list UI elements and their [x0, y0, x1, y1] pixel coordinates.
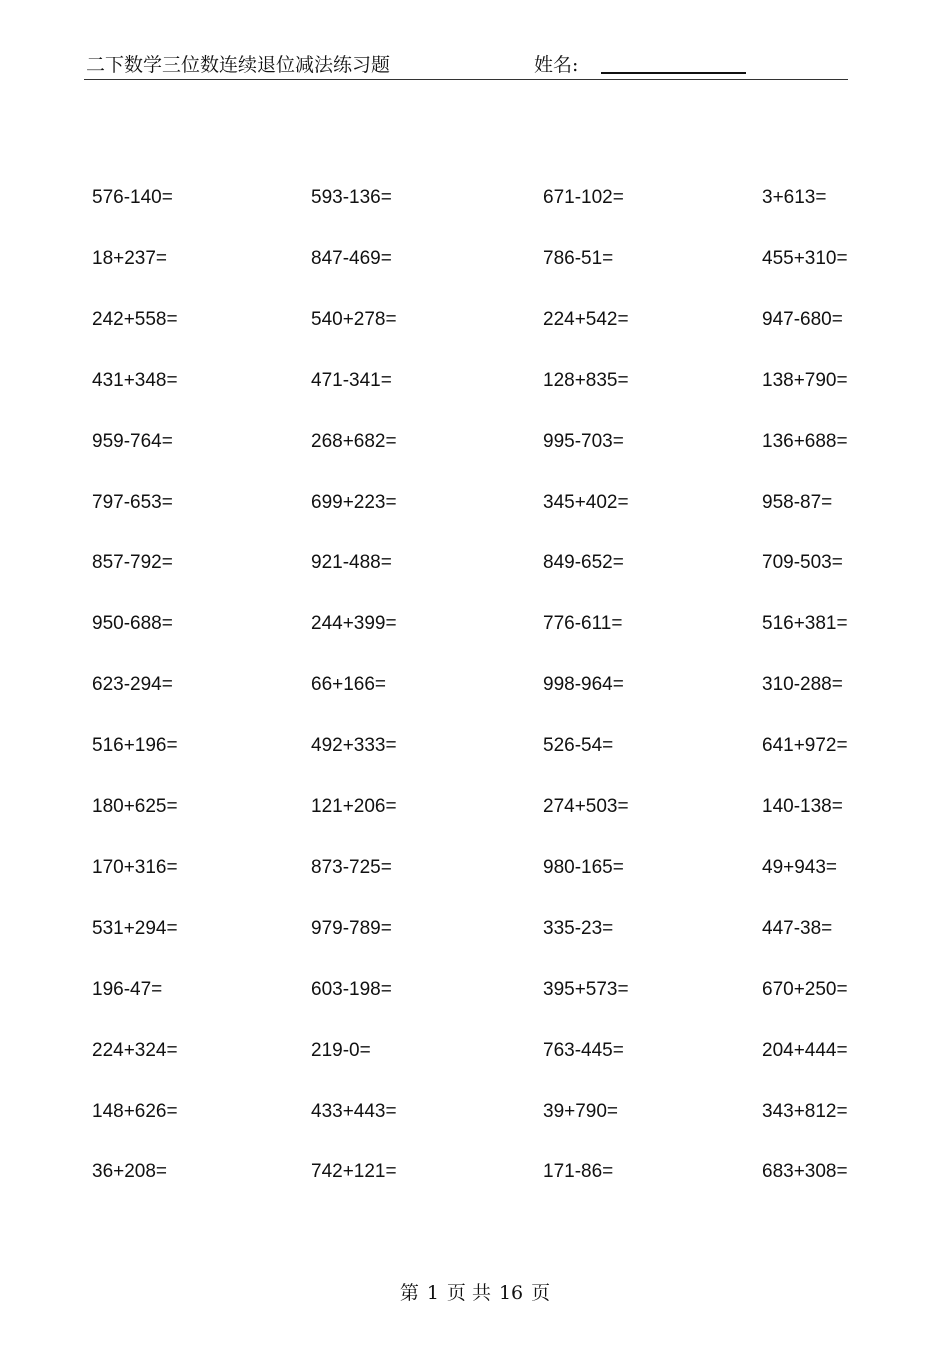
math-problem: 343+812= — [762, 1100, 848, 1122]
math-problem: 492+333= — [311, 735, 397, 757]
math-problem: 242+558= — [92, 308, 178, 330]
math-problem: 171-86= — [543, 1161, 614, 1183]
math-problem: 244+399= — [311, 613, 397, 635]
math-problem: 641+972= — [762, 735, 848, 757]
math-problem: 447-38= — [762, 917, 833, 939]
math-problem: 683+308= — [762, 1161, 848, 1183]
math-problem: 196-47= — [92, 978, 163, 1000]
math-problem: 950-688= — [92, 613, 173, 635]
math-problem: 603-198= — [311, 978, 392, 1000]
math-problem: 138+790= — [762, 369, 848, 391]
math-problem: 998-964= — [543, 674, 624, 696]
math-problem: 219-0= — [311, 1039, 371, 1061]
math-problem: 3+613= — [762, 187, 827, 208]
math-problem: 671-102= — [543, 187, 624, 208]
math-problem: 797-653= — [92, 491, 173, 513]
math-problem: 455+310= — [762, 247, 848, 269]
math-problem: 959-764= — [92, 430, 173, 452]
math-problem: 224+324= — [92, 1039, 178, 1061]
math-problem: 995-703= — [543, 430, 624, 452]
name-label: 姓名: — [534, 54, 579, 76]
math-problem: 979-789= — [311, 917, 392, 939]
math-problem: 39+790= — [543, 1100, 619, 1122]
footer-total-pages: 16 — [498, 1282, 524, 1304]
math-problem: 516+381= — [762, 613, 848, 635]
math-problem: 786-51= — [543, 247, 614, 269]
math-problem: 742+121= — [311, 1161, 397, 1183]
math-problem: 699+223= — [311, 491, 397, 513]
math-problem: 204+444= — [762, 1039, 848, 1061]
math-problem: 849-652= — [543, 552, 624, 574]
math-problem: 873-725= — [311, 856, 392, 878]
math-problem: 18+237= — [92, 247, 168, 269]
math-problem: 709-503= — [762, 552, 843, 574]
math-problem: 148+626= — [92, 1100, 178, 1122]
footer-mid: 页 共 — [446, 1282, 491, 1304]
math-problem: 431+348= — [92, 369, 178, 391]
math-problem: 593-136= — [311, 187, 392, 208]
math-problem: 36+208= — [92, 1161, 168, 1183]
math-problem: 310-288= — [762, 674, 843, 696]
math-problem: 335-23= — [543, 917, 614, 939]
math-problem: 66+166= — [311, 674, 387, 696]
math-problem: 763-445= — [543, 1039, 624, 1061]
math-problem: 623-294= — [92, 674, 173, 696]
math-problem: 170+316= — [92, 856, 178, 878]
math-problem: 670+250= — [762, 978, 848, 1000]
math-problem: 140-138= — [762, 796, 843, 817]
math-problem: 49+943= — [762, 856, 838, 878]
math-problem: 345+402= — [543, 491, 629, 513]
math-problem: 776-611= — [543, 613, 623, 635]
math-problem: 180+625= — [92, 796, 178, 817]
math-problem: 958-87= — [762, 491, 833, 513]
math-problem: 531+294= — [92, 917, 178, 939]
worksheet-title: 二下数学三位数连续退位减法练习题 — [86, 54, 391, 76]
page-footer — [0, 1278, 950, 1305]
footer-page-number: 1 — [426, 1282, 439, 1304]
math-problem: 136+688= — [762, 430, 848, 452]
math-problem: 576-140= — [92, 187, 173, 208]
footer-suffix: 页 — [531, 1282, 551, 1304]
footer-prefix: 第 — [399, 1282, 419, 1304]
math-problem: 268+682= — [311, 430, 397, 452]
math-problem: 471-341= — [311, 369, 392, 391]
math-problem: 121+206= — [311, 796, 397, 817]
math-problem: 433+443= — [311, 1100, 397, 1122]
math-problem: 526-54= — [543, 735, 614, 757]
math-problem: 847-469= — [311, 247, 392, 269]
math-problem: 921-488= — [311, 552, 392, 574]
math-problem: 540+278= — [311, 308, 397, 330]
math-problem: 224+542= — [543, 308, 629, 330]
math-problem: 857-792= — [92, 552, 173, 574]
math-problem: 516+196= — [92, 735, 178, 757]
math-problem: 274+503= — [543, 796, 629, 817]
math-problem: 128+835= — [543, 369, 629, 391]
math-problem: 947-680= — [762, 308, 843, 330]
math-problem: 395+573= — [543, 978, 629, 1000]
math-problem: 980-165= — [543, 856, 624, 878]
